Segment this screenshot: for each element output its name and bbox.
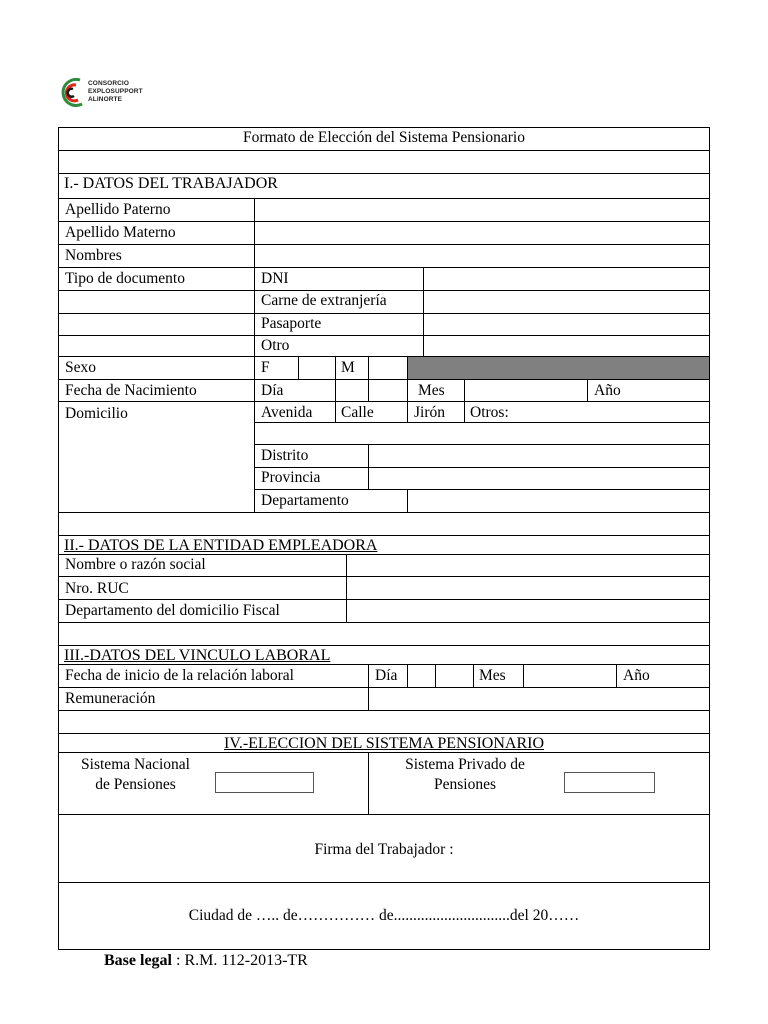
row-line	[254, 467, 710, 468]
label-snp-line1: Sistema Nacional	[81, 756, 190, 773]
label-apellido-paterno: Apellido Paterno	[65, 201, 171, 218]
col-line	[335, 379, 336, 422]
row-line	[254, 489, 710, 490]
col-line	[254, 198, 255, 512]
section-4-heading: IV.-ELECCION DEL SISTEMA PENSIONARIO	[224, 735, 544, 752]
label-ruc: Nro. RUC	[65, 580, 129, 597]
frame-bottom	[58, 949, 710, 950]
doc-option-dni: DNI	[261, 270, 289, 287]
ciudad-fecha-line: Ciudad de ….. de…………… de..............................del 20……	[188, 907, 580, 924]
row-line	[58, 313, 710, 314]
row-line	[58, 267, 710, 268]
label-dia: Día	[261, 382, 284, 399]
label-depto-fiscal: Departamento del domicilio Fiscal	[65, 602, 280, 619]
row-line	[58, 244, 710, 245]
spp-checkbox[interactable]	[564, 772, 655, 793]
shaded-cell	[408, 357, 709, 379]
col-line	[435, 664, 436, 687]
col-line	[368, 664, 369, 710]
label-razon-social: Nombre o razón social	[65, 556, 206, 573]
label-tipo-documento: Tipo de documento	[65, 270, 185, 287]
sexo-m: M	[341, 359, 355, 376]
col-line	[346, 554, 347, 622]
col-line	[407, 664, 408, 687]
row-line	[58, 599, 710, 600]
label-fecha-nacimiento: Fecha de Nacimiento	[65, 382, 197, 399]
frame-top	[58, 127, 710, 128]
doc-option-otro: Otro	[261, 337, 290, 354]
col-line	[587, 379, 588, 401]
label-departamento: Departamento	[261, 492, 349, 509]
sexo-f: F	[261, 359, 270, 376]
label-anio-inicio: Año	[623, 667, 650, 684]
label-sexo: Sexo	[65, 359, 96, 376]
doc-option-pasaporte: Pasaporte	[261, 315, 322, 332]
row-line	[58, 645, 710, 646]
base-legal-label: Base legal	[104, 952, 172, 969]
form-title: Formato de Elección del Sistema Pensionario	[243, 129, 525, 146]
label-remuneracion: Remuneración	[65, 690, 156, 707]
label-dia-inicio: Día	[375, 667, 398, 684]
label-provincia: Provincia	[261, 469, 321, 486]
row-line	[58, 379, 710, 380]
row-line	[254, 422, 710, 423]
label-distrito: Distrito	[261, 447, 309, 464]
row-line	[58, 335, 710, 336]
label-mes-inicio: Mes	[479, 667, 506, 684]
row-line	[58, 150, 710, 151]
row-line	[58, 710, 710, 711]
snp-checkbox[interactable]	[215, 772, 314, 793]
firma-trabajador: Firma del Trabajador :	[314, 841, 454, 858]
label-anio: Año	[594, 382, 621, 399]
row-line	[58, 221, 710, 222]
row-line	[58, 290, 710, 291]
label-mes: Mes	[418, 382, 445, 399]
doc-option-carne: Carne de extranjería	[261, 292, 387, 309]
row-line	[58, 733, 710, 734]
label-snp-line2: de Pensiones	[95, 776, 176, 793]
col-line	[616, 664, 617, 687]
label-domicilio: Domicilio	[65, 405, 128, 422]
row-line	[58, 882, 710, 883]
col-line	[464, 379, 465, 422]
row-line	[58, 401, 710, 402]
logo-line-3: ALINORTE	[88, 96, 123, 103]
logo-line-2: EXPLOSUPPORT	[88, 88, 143, 95]
row-line	[58, 622, 710, 623]
frame-right	[709, 127, 710, 950]
label-fecha-inicio: Fecha de inicio de la relación laboral	[65, 667, 294, 684]
label-nombres: Nombres	[65, 247, 122, 264]
label-calle: Calle	[341, 404, 374, 421]
section-2-heading: II.- DATOS DE LA ENTIDAD EMPLEADORA	[64, 537, 378, 554]
col-line	[407, 489, 408, 512]
col-line	[368, 444, 369, 489]
frame-left	[58, 127, 59, 950]
section-3-heading: III.-DATOS DEL VINCULO LABORAL	[64, 647, 331, 664]
col-line	[335, 356, 336, 379]
label-jiron: Jirón	[414, 404, 445, 421]
label-spp-line2: Pensiones	[434, 776, 496, 793]
label-spp-line1: Sistema Privado de	[405, 756, 525, 773]
label-avenida: Avenida	[261, 404, 313, 421]
logo-line-1: CONSORCIO	[88, 80, 129, 87]
base-legal	[104, 952, 308, 970]
label-apellido-materno: Apellido Materno	[65, 224, 176, 241]
col-line	[523, 664, 524, 687]
col-line	[368, 752, 369, 814]
col-line	[368, 356, 369, 401]
row-line	[58, 814, 710, 815]
row-line	[58, 512, 710, 513]
col-line	[298, 356, 299, 379]
row-line	[58, 173, 710, 174]
col-line	[423, 267, 424, 357]
label-otros: Otros:	[470, 404, 509, 421]
col-line	[473, 664, 474, 687]
base-legal-text: : R.M. 112-2013-TR	[172, 952, 308, 969]
row-line	[58, 535, 710, 536]
row-line	[58, 576, 710, 577]
row-line	[254, 444, 710, 445]
row-line	[58, 687, 710, 688]
section-1-heading: I.- DATOS DEL TRABAJADOR	[64, 175, 278, 192]
row-line	[58, 198, 710, 199]
